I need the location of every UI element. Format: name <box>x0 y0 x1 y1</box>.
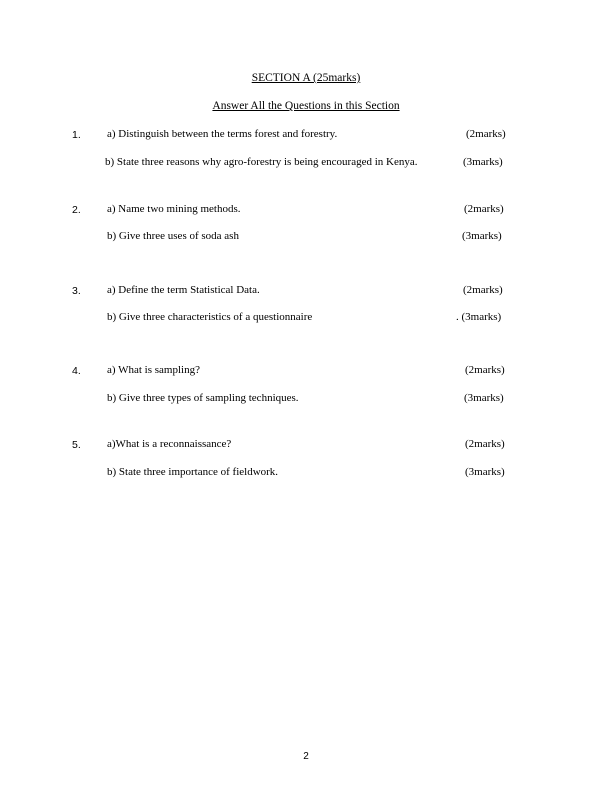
question-number-2: 2. <box>72 204 81 216</box>
question-1a-text: a) Distinguish between the terms forest and forestry. <box>107 128 338 140</box>
page-number: 2 <box>303 751 309 762</box>
question-5b-text: b) State three importance of fieldwork. <box>107 466 279 478</box>
question-4b-marks: (3marks) <box>464 392 504 404</box>
question-4b-text: b) Give three types of sampling techniques. <box>107 392 299 404</box>
question-1a-marks: (2marks) <box>466 128 506 140</box>
section-instruction: Answer All the Questions in this Section <box>212 100 400 112</box>
question-2a-marks: (2marks) <box>464 203 504 215</box>
question-3a-marks: (2marks) <box>463 284 503 296</box>
question-1b-marks: (3marks) <box>463 156 503 168</box>
question-2b-marks: (3marks) <box>462 230 502 242</box>
question-4a-marks: (2marks) <box>465 364 505 376</box>
question-2b-text: b) Give three uses of soda ash <box>107 230 239 242</box>
question-5b-marks: (3marks) <box>465 466 505 478</box>
question-number-3: 3. <box>72 285 81 297</box>
question-1b-text: b) State three reasons why agro-forestry is being encouraged in Kenya. <box>105 156 418 168</box>
question-number-1: 1. <box>72 129 81 141</box>
question-3b-marks: . (3marks) <box>456 311 502 323</box>
section-title: SECTION A (25marks) <box>251 72 361 84</box>
question-3a-text: a) Define the term Statistical Data. <box>107 284 260 296</box>
question-number-4: 4. <box>72 365 81 377</box>
question-5a-marks: (2marks) <box>465 438 505 450</box>
question-2a-text: a) Name two mining methods. <box>107 203 241 215</box>
question-3b-text: b) Give three characteristics of a questionnaire <box>107 311 313 323</box>
question-number-5: 5. <box>72 439 81 451</box>
question-4a-text: a) What is sampling? <box>107 364 200 376</box>
question-5a-text: a)What is a reconnaissance? <box>107 438 232 450</box>
